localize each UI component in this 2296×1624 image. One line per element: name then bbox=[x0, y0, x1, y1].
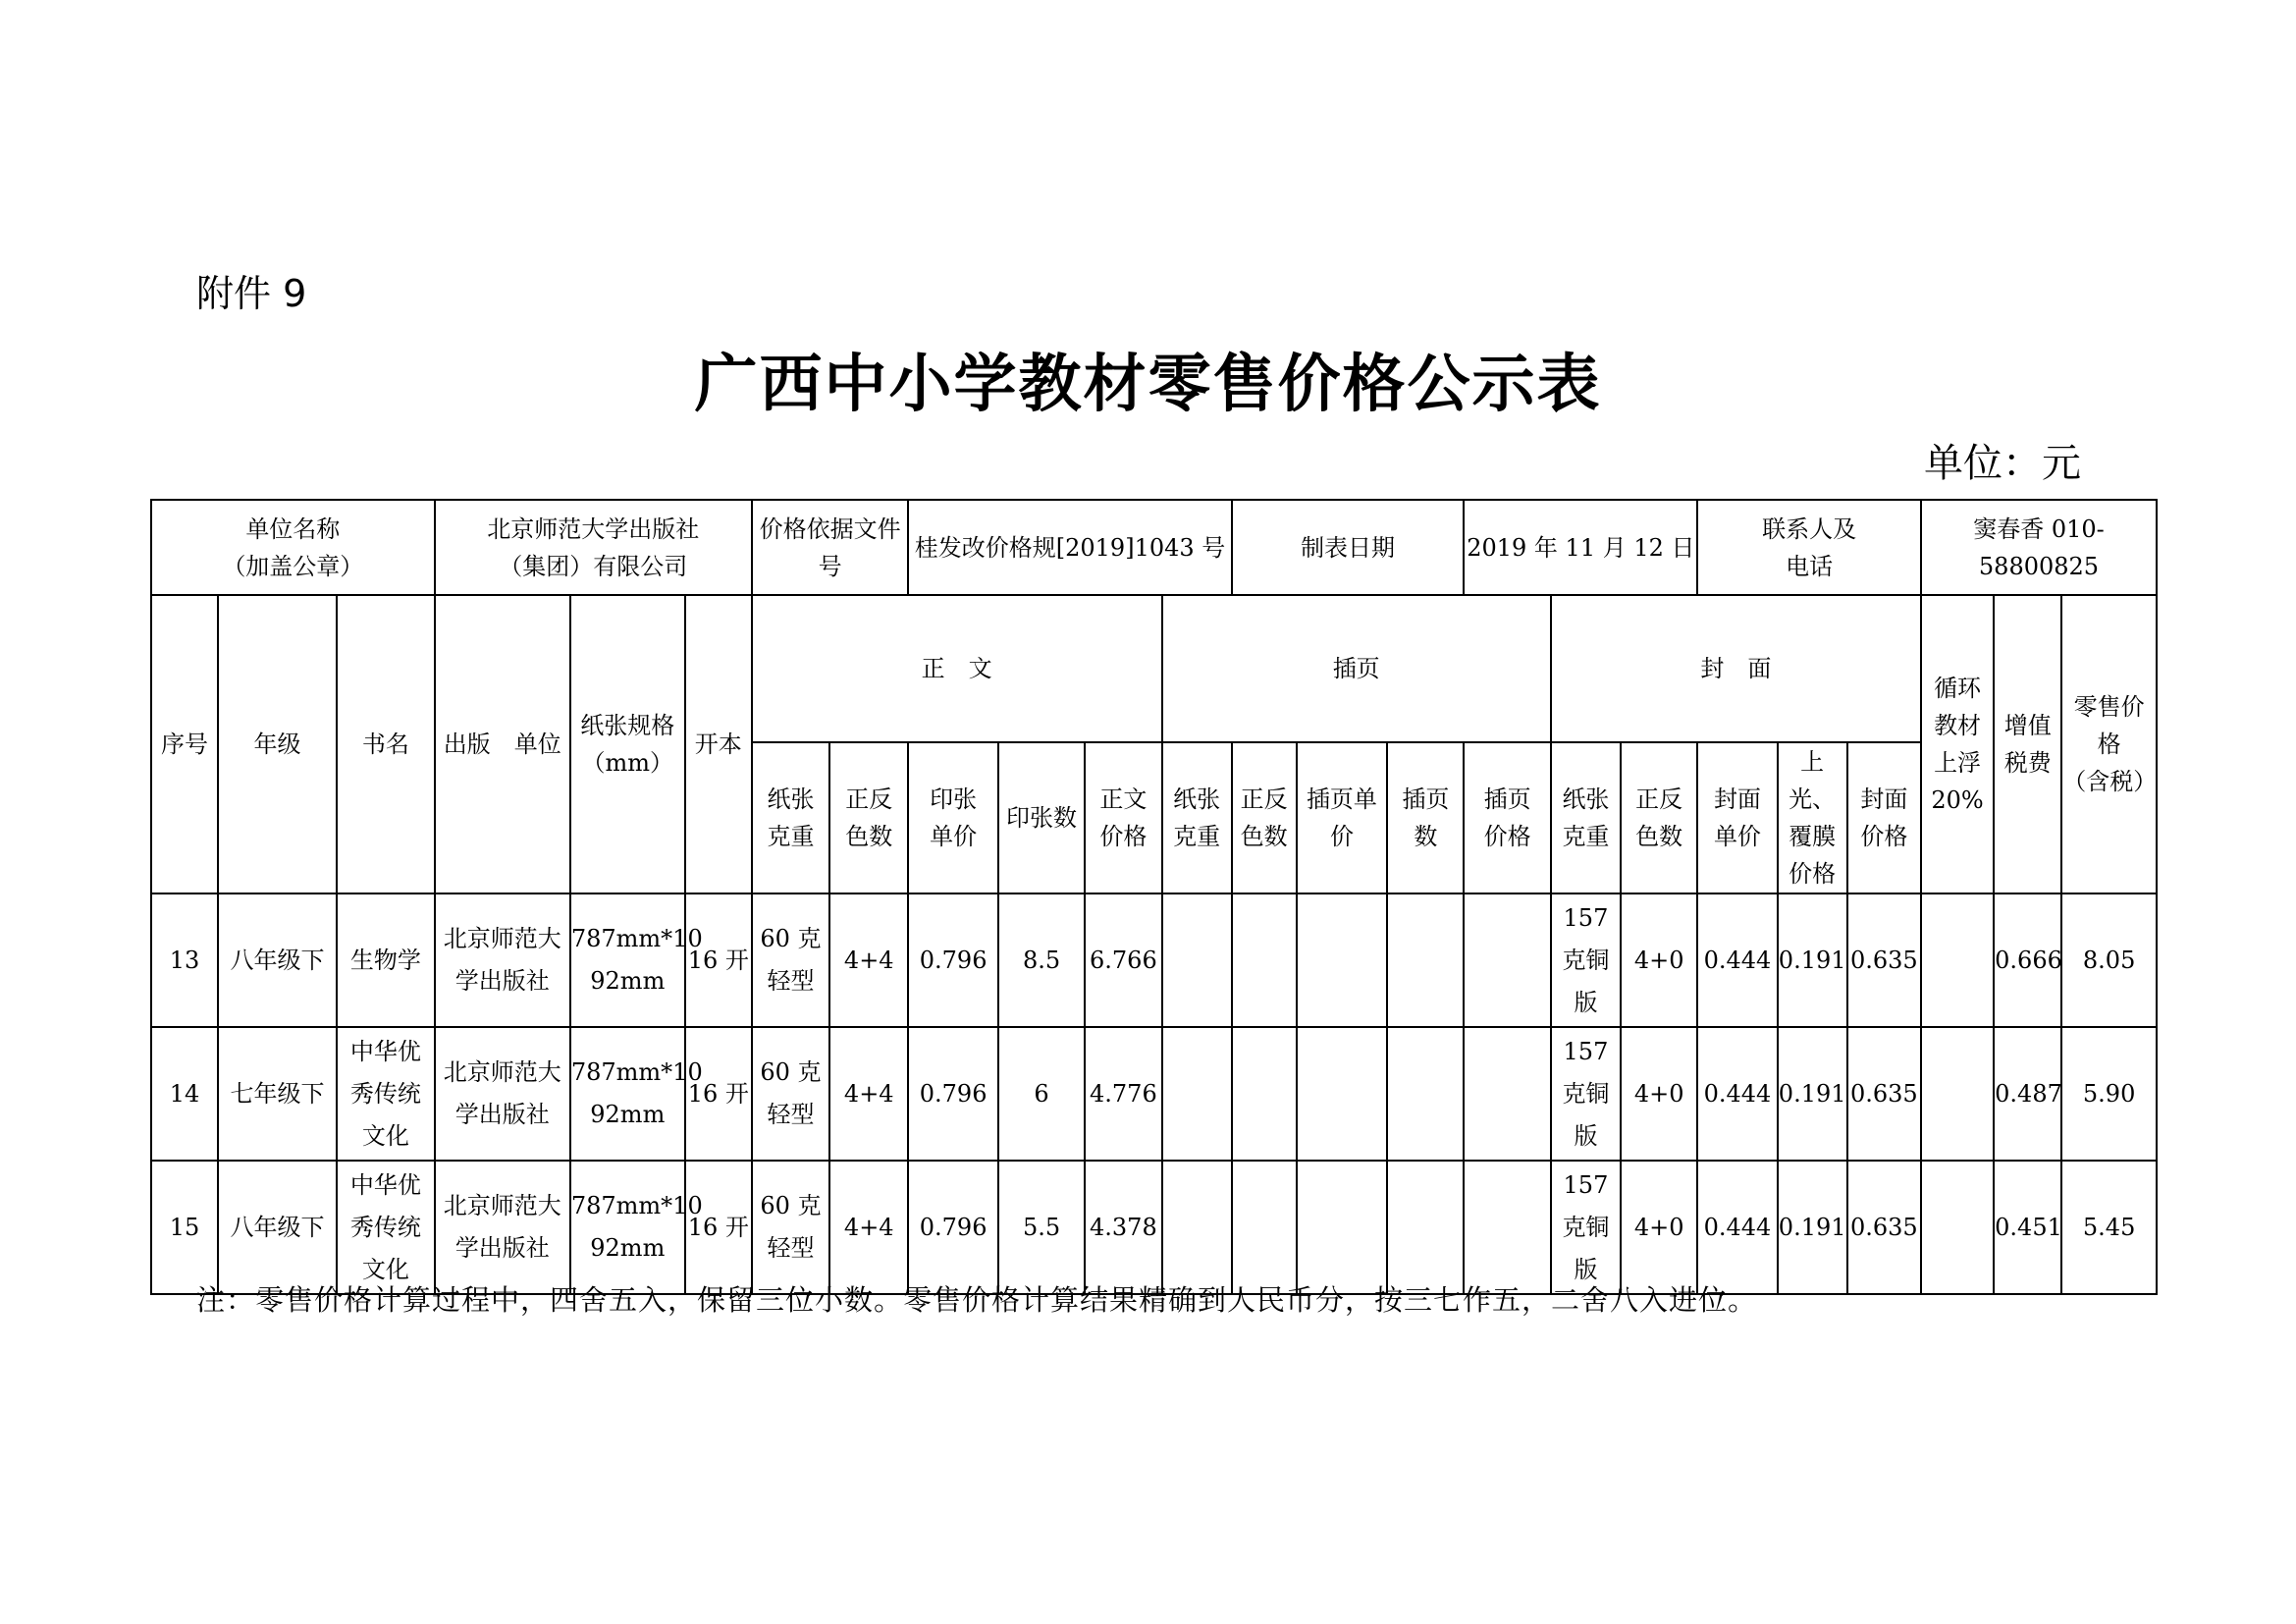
table-cell: 14 bbox=[151, 1027, 218, 1161]
col-group-insert: 插页 bbox=[1162, 595, 1551, 742]
header-row-groups bbox=[151, 595, 2157, 742]
table-cell: 北京师范大 学出版社 bbox=[435, 1027, 570, 1161]
table-cell bbox=[1387, 893, 1464, 1027]
table-cell bbox=[1387, 1027, 1464, 1161]
date-value: 2019 年 11 月 12 日 bbox=[1464, 500, 1697, 595]
col-insert-price: 插页 价格 bbox=[1464, 742, 1550, 893]
table-cell: 0.451 bbox=[1994, 1161, 2061, 1294]
table-cell: 4+4 bbox=[829, 1027, 908, 1161]
table-cell: 5.45 bbox=[2061, 1161, 2157, 1294]
table-cell: 4+4 bbox=[829, 1161, 908, 1294]
table-cell: 0.191 bbox=[1778, 893, 1847, 1027]
table-cell: 16 开 bbox=[685, 1161, 752, 1294]
table-cell: 15 bbox=[151, 1161, 218, 1294]
table-cell: 60 克 轻型 bbox=[752, 1027, 829, 1161]
contact-label: 联系人及 电话 bbox=[1697, 500, 1921, 595]
table-cell: 4+0 bbox=[1621, 1027, 1697, 1161]
col-book: 书名 bbox=[337, 595, 435, 893]
table-cell bbox=[1232, 1027, 1297, 1161]
table-cell: 生物学 bbox=[337, 893, 435, 1027]
page-title: 广西中小学教材零售价格公示表 bbox=[694, 348, 1602, 421]
table-cell bbox=[1232, 1161, 1297, 1294]
table-cell: 中华优 秀传统 文化 bbox=[337, 1161, 435, 1294]
table-cell: 157 克铜 版 bbox=[1551, 1027, 1621, 1161]
col-seq: 序号 bbox=[151, 595, 218, 893]
table-cell bbox=[1387, 1161, 1464, 1294]
col-grade: 年级 bbox=[218, 595, 337, 893]
table-cell: 八年级下 bbox=[218, 1161, 337, 1294]
col-cover-unit-price: 封面 单价 bbox=[1697, 742, 1777, 893]
table-cell: 60 克 轻型 bbox=[752, 893, 829, 1027]
table-cell: 0.191 bbox=[1778, 1027, 1847, 1161]
table-cell bbox=[1464, 1161, 1550, 1294]
table-cell: 4+0 bbox=[1621, 1161, 1697, 1294]
col-group-text: 正 文 bbox=[752, 595, 1162, 742]
table-cell: 0.444 bbox=[1697, 1161, 1777, 1294]
col-text-sheet-price: 印张 单价 bbox=[908, 742, 997, 893]
table-cell: 0.444 bbox=[1697, 1027, 1777, 1161]
table-row bbox=[151, 1027, 2157, 1161]
unit-name-label: 单位名称 （加盖公章） bbox=[151, 500, 435, 595]
col-text-paper-weight: 纸张 克重 bbox=[752, 742, 829, 893]
table-cell: 北京师范大 学出版社 bbox=[435, 893, 570, 1027]
table-cell: 4+4 bbox=[829, 893, 908, 1027]
col-insert-paper-weight: 纸张 克重 bbox=[1162, 742, 1232, 893]
table-cell: 0.796 bbox=[908, 893, 997, 1027]
footnote: 注：零售价格计算过程中，四舍五入，保留三位小数。零售价格计算结果精确到人民币分，按三七作五，二舍八入进位。 bbox=[196, 1283, 1758, 1317]
table-cell: 0.666 bbox=[1994, 893, 2061, 1027]
col-paper-spec: 纸张规格 （mm） bbox=[570, 595, 685, 893]
col-vat: 增值 税费 bbox=[1994, 595, 2061, 893]
table-cell: 0.444 bbox=[1697, 893, 1777, 1027]
col-text-colors: 正反 色数 bbox=[829, 742, 908, 893]
table-cell: 60 克 轻型 bbox=[752, 1161, 829, 1294]
table-cell bbox=[1921, 1161, 1994, 1294]
table-cell: 13 bbox=[151, 893, 218, 1027]
table-cell: 787mm*10 92mm bbox=[570, 1161, 685, 1294]
col-text-sheet-count: 印张数 bbox=[998, 742, 1085, 893]
table-cell bbox=[1232, 893, 1297, 1027]
table-cell: 中华优 秀传统 文化 bbox=[337, 1027, 435, 1161]
table-cell: 七年级下 bbox=[218, 1027, 337, 1161]
table-cell: 157 克铜 版 bbox=[1551, 893, 1621, 1027]
table-cell: 16 开 bbox=[685, 1027, 752, 1161]
col-recycle: 循环 教材 上浮 20% bbox=[1921, 595, 1994, 893]
table-cell: 8.05 bbox=[2061, 893, 2157, 1027]
contact-value: 窦春香 010-58800825 bbox=[1921, 500, 2157, 595]
table-cell: 6.766 bbox=[1085, 893, 1161, 1027]
table-cell: 4.378 bbox=[1085, 1161, 1161, 1294]
col-insert-count: 插页 数 bbox=[1387, 742, 1464, 893]
col-text-price: 正文 价格 bbox=[1085, 742, 1161, 893]
price-table bbox=[150, 499, 2158, 1295]
table-cell bbox=[1162, 1161, 1232, 1294]
col-publisher: 出版 单位 bbox=[435, 595, 570, 893]
table-cell: 0.635 bbox=[1847, 893, 1921, 1027]
attachment-label: 附件 9 bbox=[196, 272, 307, 315]
date-label: 制表日期 bbox=[1232, 500, 1465, 595]
col-insert-colors: 正反 色数 bbox=[1232, 742, 1297, 893]
col-cover-paper-weight: 纸张 克重 bbox=[1551, 742, 1621, 893]
col-cover-lamination: 上光、 覆膜 价格 bbox=[1778, 742, 1847, 893]
table-cell bbox=[1297, 893, 1387, 1027]
table-cell: 0.487 bbox=[1994, 1027, 2061, 1161]
table-cell bbox=[1162, 1027, 1232, 1161]
table-cell bbox=[1921, 893, 1994, 1027]
table-cell bbox=[1162, 893, 1232, 1027]
col-retail: 零售价格 （含税） bbox=[2061, 595, 2157, 893]
table-cell: 0.191 bbox=[1778, 1161, 1847, 1294]
info-row bbox=[151, 500, 2157, 595]
table-cell: 157 克铜 版 bbox=[1551, 1161, 1621, 1294]
currency-unit: 单位：元 bbox=[1924, 441, 2081, 486]
table-cell: 5.5 bbox=[998, 1161, 1085, 1294]
table-row bbox=[151, 893, 2157, 1027]
table-cell: 787mm*10 92mm bbox=[570, 893, 685, 1027]
table-cell: 4.776 bbox=[1085, 1027, 1161, 1161]
table-cell bbox=[1464, 893, 1550, 1027]
col-insert-unit-price: 插页单 价 bbox=[1297, 742, 1387, 893]
table-cell: 5.90 bbox=[2061, 1027, 2157, 1161]
col-cover-price: 封面 价格 bbox=[1847, 742, 1921, 893]
table-cell: 6 bbox=[998, 1027, 1085, 1161]
table-cell: 787mm*10 92mm bbox=[570, 1027, 685, 1161]
unit-name-value: 北京师范大学出版社 （集团）有限公司 bbox=[435, 500, 752, 595]
col-group-cover: 封 面 bbox=[1551, 595, 1921, 742]
table-cell: 北京师范大 学出版社 bbox=[435, 1161, 570, 1294]
table-cell: 0.635 bbox=[1847, 1161, 1921, 1294]
table-cell: 16 开 bbox=[685, 893, 752, 1027]
table-cell bbox=[1297, 1027, 1387, 1161]
table-row bbox=[151, 1161, 2157, 1294]
table-cell: 8.5 bbox=[998, 893, 1085, 1027]
table-cell: 八年级下 bbox=[218, 893, 337, 1027]
table-cell: 4+0 bbox=[1621, 893, 1697, 1027]
table-cell: 0.796 bbox=[908, 1027, 997, 1161]
table-cell bbox=[1297, 1161, 1387, 1294]
price-doc-value: 桂发改价格规[2019]1043 号 bbox=[908, 500, 1231, 595]
col-cover-colors: 正反 色数 bbox=[1621, 742, 1697, 893]
table-cell: 0.635 bbox=[1847, 1027, 1921, 1161]
table-body bbox=[151, 893, 2157, 1294]
table-cell bbox=[1921, 1027, 1994, 1161]
price-doc-label: 价格依据文件号 bbox=[752, 500, 909, 595]
table-cell: 0.796 bbox=[908, 1161, 997, 1294]
table-cell bbox=[1464, 1027, 1550, 1161]
col-format: 开本 bbox=[685, 595, 752, 893]
